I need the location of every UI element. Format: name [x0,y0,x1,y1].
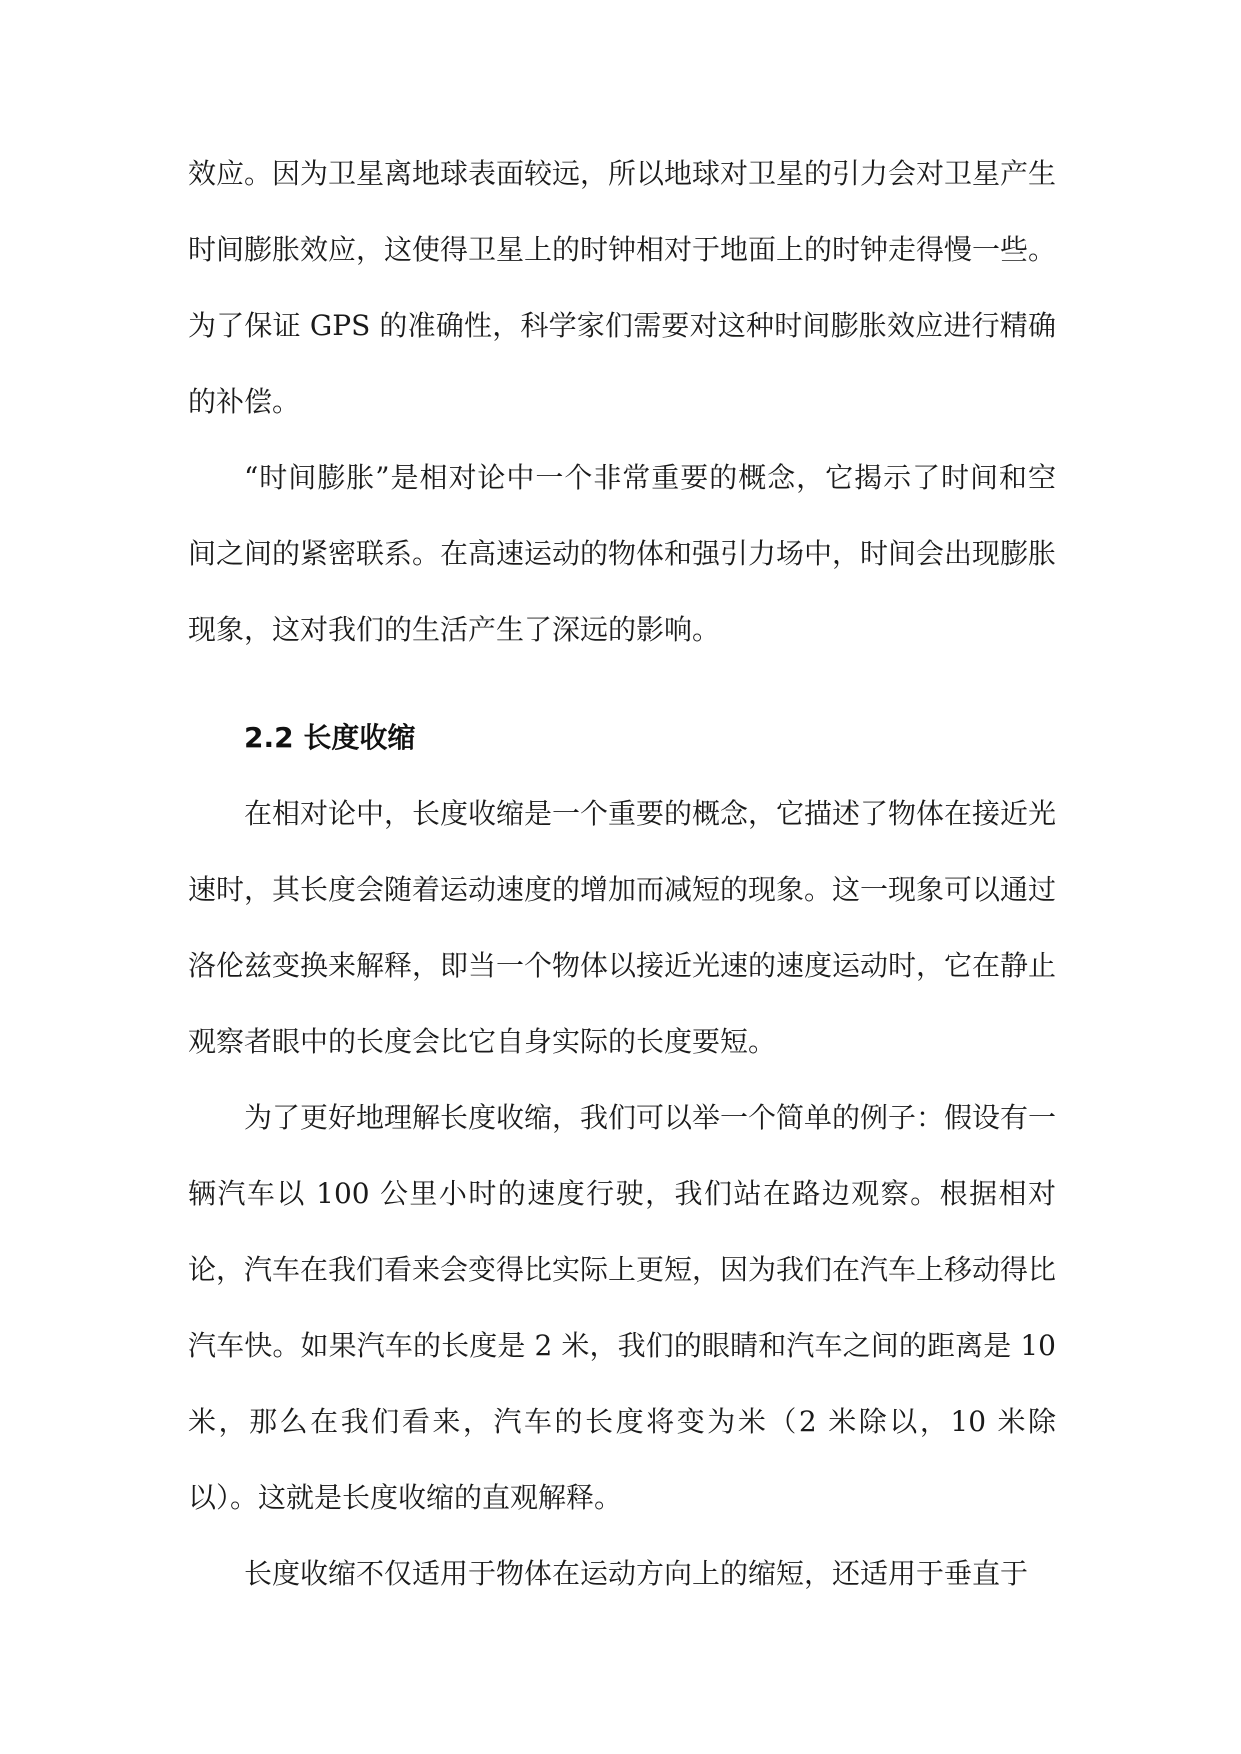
paragraph-gps-time-dilation: 效应。因为卫星离地球表面较远，所以地球对卫星的引力会对卫星产生时间膨胀效应，这使得卫星上的时钟相对于地面上的时钟走得慢一些。为了保证 GPS 的准确性，科学家们需要对这种时间膨胀效应进行精确的补偿。 [188,157,1057,418]
paragraph-length-contraction-continued: 长度收缩不仅适用于物体在运动方向上的缩短，还适用于垂直于 [244,1557,1029,1590]
section-heading: 2.2 长度收缩 [244,721,416,754]
paragraph-length-contraction-intro: 在相对论中，长度收缩是一个重要的概念，它描述了物体在接近光速时，其长度会随着运动速度的增加而减短的现象。这一现象可以通过洛伦兹变换来解释，即当一个物体以接近光速的速度运动时，它在静止观察者眼中的长度会比它自身实际的长度要短。 [188,797,1057,1058]
paragraph-time-dilation-summary: “时间膨胀”是相对论中一个非常重要的概念，它揭示了时间和空间之间的紧密联系。在高速运动的物体和强引力场中，时间会出现膨胀现象，这对我们的生活产生了深远的影响。 [188,461,1057,646]
paragraph-length-contraction-example: 为了更好地理解长度收缩，我们可以举一个简单的例子：假设有一辆汽车以 100 公里小时的速度行驶，我们站在路边观察。根据相对论，汽车在我们看来会变得比实际上更短，因为我们在汽车上移动得比汽车快。如果汽车的长度是 2 米，我们的眼睛和汽车之间的距离是 10 米，那么在我们看来，汽车的长度将变为米（2 米除以，10 米除以）。这就是长度收缩的直观解释。 [188,1101,1057,1514]
